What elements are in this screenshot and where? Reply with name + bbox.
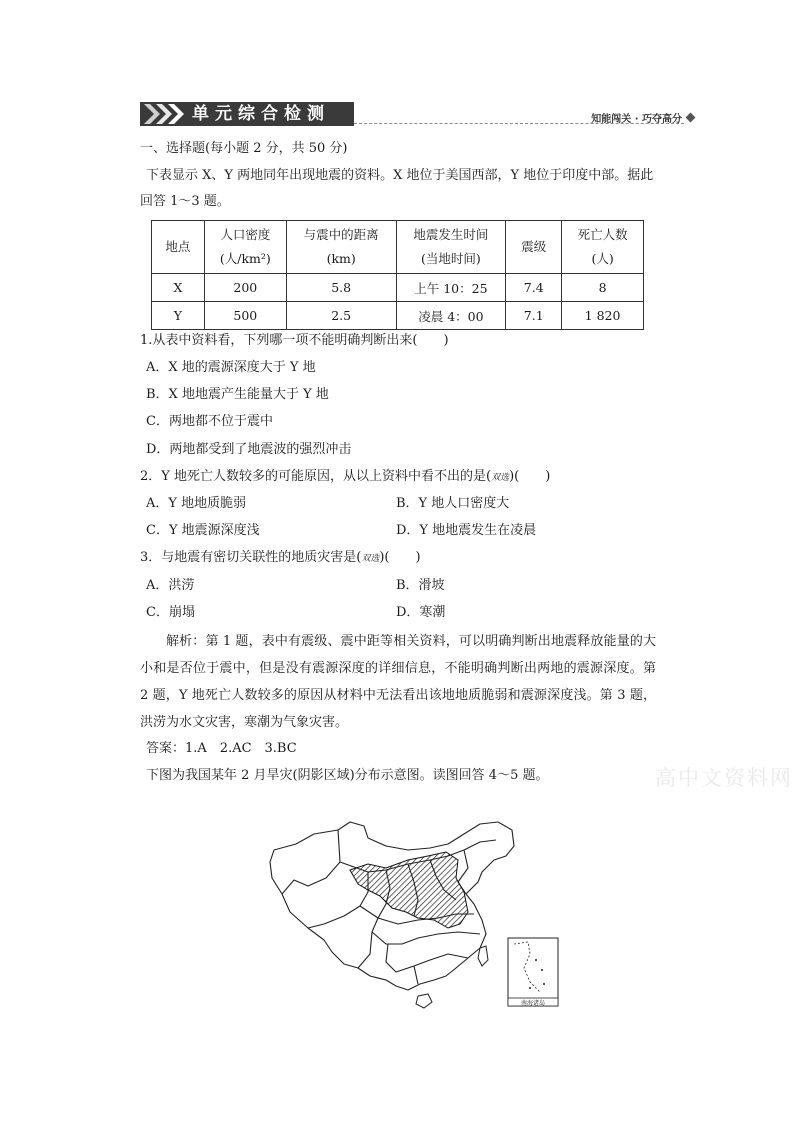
question-3-stem: 3．与地震有密切关联性的地质灾害是(双选)( ) <box>140 550 421 565</box>
table-header-row <box>152 221 644 274</box>
question-3-option-a: A．洪涝 <box>146 578 195 593</box>
diamond-icon <box>686 113 696 123</box>
table-cell: 500 <box>204 302 286 330</box>
question-1-option-d: D．两地都受到了地震波的强烈冲击 <box>146 442 352 457</box>
table-cell: 凌晨 4：00 <box>396 302 506 330</box>
table-header-cell: 地震发生时间 (当地时间) <box>396 221 506 274</box>
hainan-island <box>416 994 432 1008</box>
drought-region <box>350 852 468 928</box>
table-row <box>152 274 644 302</box>
table-row <box>152 302 644 330</box>
section-title: 一、选择题(每小题 2 分，共 50 分) <box>140 141 348 156</box>
table-header-cell: 地点 <box>152 221 205 274</box>
table-cell: Y <box>152 302 205 330</box>
table-cell: 上午 10：25 <box>396 274 506 302</box>
table-cell: 5.8 <box>286 274 396 302</box>
header-title: 单元综合检测 <box>192 104 330 124</box>
table-header-cell: 死亡人数 (人) <box>562 221 644 274</box>
question-3-option-c: C．崩塌 <box>146 605 195 620</box>
question-3-option-d: D．寒潮 <box>396 605 446 620</box>
question-1-stem: 1.从表中资料看，下列哪一项不能明确判断出来( ) <box>140 333 449 348</box>
question-2-option-a: A．Y 地地质脆弱 <box>146 496 247 511</box>
south-china-sea-inset <box>508 938 558 1007</box>
question-2-option-b: B．Y 地人口密度大 <box>396 496 510 511</box>
map-intro: 下图为我国某年 2 月旱灾(阴影区域)分布示意图。读图回答 4～5 题。 <box>146 768 549 783</box>
multi-select-note: 双选 <box>361 554 380 564</box>
intro-line-1: 下表显示 X、Y 两地同年出现地震的资料。X 地位于美国西部，Y 地位于印度中部。据此 <box>146 168 654 183</box>
multi-select-note: 双选 <box>491 473 510 483</box>
table-cell: 2.5 <box>286 302 396 330</box>
table-header-cell: 与震中的距离 (km) <box>286 221 396 274</box>
question-1-option-a: A．X 地的震源深度大于 Y 地 <box>146 360 316 375</box>
table-cell: 7.4 <box>506 274 562 302</box>
table-cell: X <box>152 274 205 302</box>
table-cell: 8 <box>562 274 644 302</box>
table-header-cell: 震级 <box>506 221 562 274</box>
question-2-option-c: C．Y 地震源深度浅 <box>146 523 260 538</box>
question-1-option-c: C．两地都不位于震中 <box>146 414 273 429</box>
question-3-option-b: B．滑坡 <box>396 578 445 593</box>
intro-line-2: 回答 1～3 题。 <box>140 194 230 209</box>
analysis-paragraph: 解析：第 1 题，表中有震级、震中距等相关资料，可以明确判断出地震释放能量的大小和是否位于震中，但是没有震源深度的详细信息，不能明确判断出两地的震源深度。第 2 题，Y 地死亡人数较多的原因从材料中无法看出该地地质脆弱和震源深度浅。第 3 题，洪涝为水文灾害，寒潮为气象灾害。 <box>140 634 656 730</box>
question-2-option-d: D．Y 地地震发生在凌晨 <box>396 523 537 538</box>
taiwan-island <box>478 946 488 966</box>
table-cell: 200 <box>204 274 286 302</box>
answer-line: 答案：1.A 2.AC 3.BC <box>146 741 297 756</box>
earthquake-table <box>151 220 644 330</box>
question-2-stem: 2．Y 地死亡人数较多的可能原因，从以上资料中看不出的是(双选)( ) <box>140 469 551 484</box>
question-1-option-b: B．X 地地震产生能量大于 Y 地 <box>146 387 329 402</box>
table-header-cell: 人口密度 (人/km²) <box>204 221 286 274</box>
header-right-text: 知能闯关 · 巧夺高分 <box>591 114 682 125</box>
china-drought-map <box>268 820 560 1012</box>
table-cell: 7.1 <box>506 302 562 330</box>
section-header <box>140 100 696 130</box>
table-cell: 1 820 <box>562 302 644 330</box>
inset-label: 南海诸岛 <box>520 1000 546 1007</box>
watermark: 高中文资料网 <box>655 766 793 790</box>
